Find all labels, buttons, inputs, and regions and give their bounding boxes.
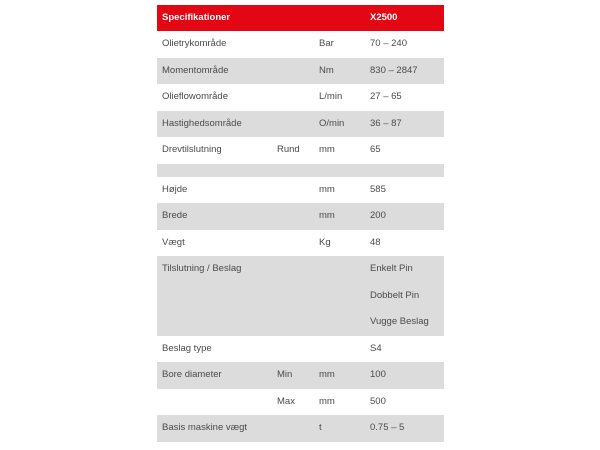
row-label: Beslag type: [162, 342, 212, 354]
row-label: Brede: [162, 210, 188, 221]
row-value: 36 – 87: [370, 117, 402, 129]
table-row-bore-max: [157, 389, 444, 416]
table-spacer: [157, 164, 444, 177]
row-unit: mm: [319, 210, 335, 221]
row-label: Basis maskine vægt: [162, 422, 248, 433]
row-sub: Max: [277, 395, 295, 407]
row-label: Bore diameter: [162, 369, 222, 380]
row-value: 830 – 2847: [370, 64, 418, 76]
row-label: Olieflowområde: [162, 91, 228, 102]
row-unit: O/min: [319, 117, 345, 129]
table-row-tilslutning: [157, 256, 444, 336]
row-value: 200: [370, 210, 386, 221]
row-value: 100: [370, 369, 386, 380]
row-unit: Bar: [319, 38, 334, 49]
row-value: 27 – 65: [370, 91, 402, 102]
header-title: Specifikationer: [162, 12, 231, 23]
row-label: Tilslutning / Beslag: [162, 263, 242, 274]
table-row-basis-vaegt: [157, 415, 444, 442]
header-model: X2500: [370, 12, 398, 23]
row-value: 585: [370, 183, 386, 195]
row-label: Hastighedsområde: [162, 117, 242, 129]
row-value: 500: [370, 395, 386, 407]
row-label: Momentområde: [162, 64, 229, 76]
table-row-beslag-type: [157, 336, 444, 363]
row-unit: mm: [319, 369, 335, 380]
row-unit: mm: [319, 395, 335, 407]
row-unit: Kg: [319, 236, 331, 248]
table-header: [157, 5, 444, 31]
table-row-vaegt: [157, 230, 444, 257]
row-label: Højde: [162, 183, 188, 195]
row-label: Vægt: [162, 236, 185, 248]
table-row-olietryk: [157, 31, 444, 58]
row-unit: mm: [319, 144, 335, 155]
row-value-option: Vugge Beslag: [370, 316, 429, 327]
row-value: 70 – 240: [370, 38, 407, 49]
row-value-option: Dobbelt Pin: [370, 289, 420, 301]
table-row-hojde: [157, 177, 444, 204]
row-label: Drevtilslutning: [162, 144, 222, 155]
table-row-bore-min: [157, 362, 444, 389]
row-label: Olietrykområde: [162, 38, 227, 49]
row-unit: L/min: [319, 91, 343, 102]
row-value: 0.75 – 5: [370, 422, 405, 433]
row-value-option: Enkelt Pin: [370, 263, 413, 274]
row-value: 48: [370, 236, 381, 248]
row-unit: Nm: [319, 64, 334, 76]
spec-table: [157, 5, 444, 442]
table-row-brede: [157, 203, 444, 230]
row-value: S4: [370, 342, 382, 354]
row-value: 65: [370, 144, 381, 155]
row-sub: Min: [277, 369, 293, 380]
table-row-hastighed: [157, 111, 444, 138]
table-row-moment: [157, 58, 444, 85]
table-row-olieflow: [157, 84, 444, 111]
row-sub: Rund: [277, 144, 300, 155]
row-unit: t: [319, 422, 322, 433]
row-unit: mm: [319, 183, 335, 195]
table-row-drevtilslutning: [157, 137, 444, 164]
